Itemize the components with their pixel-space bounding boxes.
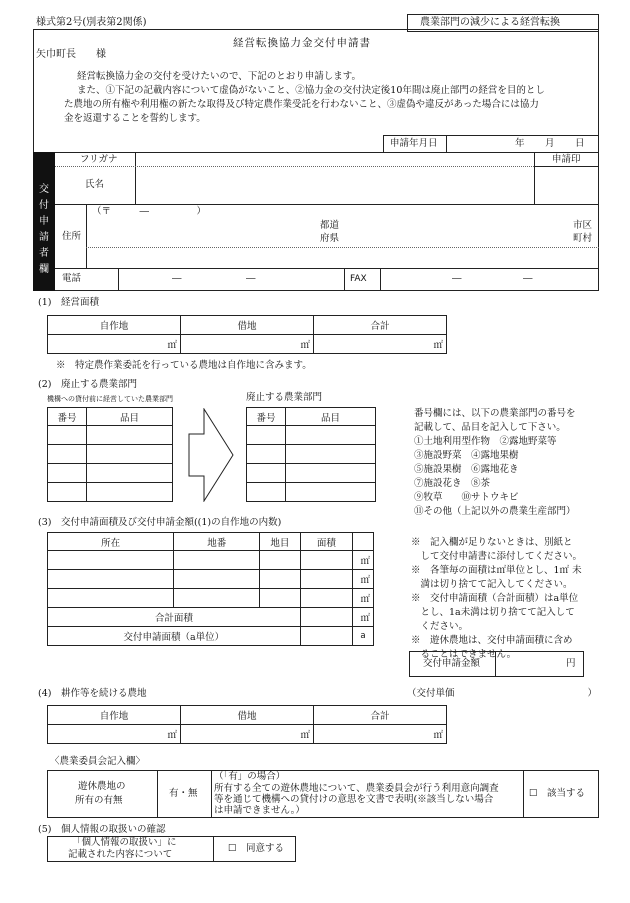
committee-heading: 〈農業委員会記入欄〉 — [50, 756, 146, 767]
section1-note: ※ 特定農作業委託を行っている農地は自作地に含みます。 — [56, 360, 312, 371]
management-area-table — [47, 315, 447, 354]
idle-land-label-a: 遊休農地の — [78, 781, 126, 792]
continuing-leased-value[interactable]: ㎡ — [181, 725, 314, 744]
committee-detail-1: （「有」の場合） — [214, 771, 286, 782]
prev-no-1[interactable] — [48, 426, 87, 445]
arrow-right-icon — [188, 408, 234, 502]
abolished-no-4[interactable] — [247, 483, 286, 502]
prefecture-label-a: 都道 — [320, 220, 340, 231]
idle-land-label-b: 所有の有無 — [75, 795, 123, 806]
parcel-area-3[interactable] — [300, 589, 352, 608]
abolished-item-2[interactable] — [286, 445, 376, 464]
prev-item-1[interactable] — [87, 426, 173, 445]
continuing-total-value[interactable]: ㎡ — [314, 725, 447, 744]
applied-area-value[interactable] — [300, 627, 352, 646]
application-date-label: 申請年月日 — [390, 138, 438, 149]
parcel-lot-1[interactable] — [174, 551, 260, 570]
abolished-item-1[interactable] — [286, 426, 376, 445]
postal-code[interactable]: （〒 ― ） — [92, 206, 207, 217]
agree-checkbox[interactable]: ☐ 同意する — [228, 843, 285, 854]
city-label-a: 市区 — [573, 220, 593, 231]
intro-paragraph-1: 経営転換協力金の交付を受けたいので、下記のとおり申請します。 — [77, 71, 362, 82]
phone-label: 電話 — [62, 273, 82, 284]
intro-paragraph-2c: 金を返還することを誓約します。 — [64, 113, 206, 124]
owned-land-value[interactable]: ㎡ — [48, 335, 181, 354]
abolished-no-1[interactable] — [247, 426, 286, 445]
amount-field[interactable] — [496, 652, 576, 676]
seal-label: 申請印 — [552, 154, 581, 165]
privacy-label-a: 「個人情報の取扱い」に — [72, 837, 177, 848]
section3-heading: (3) 交付申請面積及び交付申請金額((1)の自作地の内数) — [38, 517, 282, 528]
unit-rate[interactable]: （交付単価 ） — [407, 688, 598, 699]
col-leased-land: 借地 — [181, 316, 314, 335]
application-date-day[interactable]: 日 — [575, 138, 585, 149]
document-title: 経営転換協力金交付申請書 — [233, 37, 371, 49]
name-label: 氏名 — [85, 179, 105, 190]
city-label-b: 町村 — [573, 233, 593, 244]
section4-heading: (4) 耕作等を続ける農地 — [38, 688, 147, 699]
abolished-no-3[interactable] — [247, 464, 286, 483]
parcel-category-3[interactable] — [260, 589, 301, 608]
parcel-area-1[interactable] — [300, 551, 352, 570]
applied-area-label: 交付申請面積（a単位） — [48, 627, 301, 646]
col-total: 合計 — [314, 316, 447, 335]
privacy-label-b: 記載された内容について — [68, 849, 173, 860]
section5-heading: (5) 個人情報の取扱いの確認 — [38, 824, 166, 835]
parcel-location-2[interactable] — [48, 570, 174, 589]
phone-dash-1: ― — [172, 273, 182, 284]
fax-label: FAX — [350, 274, 367, 284]
committee-detail-2: 所有する全ての遊休農地について、農業委員会が行う利用意向調査 — [214, 783, 499, 794]
total-value[interactable]: ㎡ — [314, 335, 447, 354]
applicant-side-band: 交 付 申 請 者 欄 — [33, 152, 55, 291]
intro-paragraph-2a: また、①下記の記載内容について虚偽がないこと、②協力金の交付決定後10年間は廃止部門の経営を目的とし — [77, 85, 545, 96]
parcel-category-2[interactable] — [260, 570, 301, 589]
form-number: 様式第2号(別表第2関係) — [36, 17, 147, 28]
abolished-sectors-table: 番号 品目 — [246, 407, 376, 502]
address-label: 住所 — [62, 231, 82, 242]
idle-land-option[interactable]: 有・無 — [169, 788, 198, 799]
total-area-value[interactable] — [300, 608, 352, 627]
abolished-no-2[interactable] — [247, 445, 286, 464]
leased-land-value[interactable]: ㎡ — [181, 335, 314, 354]
parcel-category-1[interactable] — [260, 551, 301, 570]
committee-detail-3: 等を通じて機構への貸付けの意思を文書で表明(※該当しない場合 — [214, 794, 494, 805]
name-field[interactable] — [136, 167, 533, 203]
amount-label: 交付申請金額 — [423, 658, 481, 669]
committee-detail-4: は申請できません。） — [214, 805, 305, 816]
parcel-area-2[interactable] — [300, 570, 352, 589]
furigana-label: フリガナ — [80, 154, 118, 165]
application-frame — [33, 29, 599, 291]
prefecture-label-b: 府県 — [320, 233, 340, 244]
col-owned-land: 自作地 — [48, 316, 181, 335]
abolished-item-3[interactable] — [286, 464, 376, 483]
parcel-location-3[interactable] — [48, 589, 174, 608]
section2-heading: (2) 廃止する農業部門 — [38, 379, 137, 390]
prev-no-4[interactable] — [48, 483, 87, 502]
parcel-lot-2[interactable] — [174, 570, 260, 589]
intro-paragraph-2b: た農地の所有権や利用権の新たな取得及び特定農作業受託を行わないこと、③虚偽や違反があった場合には協力 — [64, 99, 539, 110]
application-date-year[interactable]: 年 — [515, 138, 525, 149]
parcel-lot-3[interactable] — [174, 589, 260, 608]
prev-item-2[interactable] — [87, 445, 173, 464]
addressee: 矢巾町長 様 — [36, 49, 106, 60]
parcel-location-1[interactable] — [48, 551, 174, 570]
application-date-month[interactable]: 月 — [545, 138, 555, 149]
section1-heading: (1) 経営面積 — [38, 297, 99, 308]
continuing-owned-value[interactable]: ㎡ — [48, 725, 181, 744]
continuing-land-table: 自作地 借地 合計 ㎡ ㎡ ㎡ — [47, 705, 447, 744]
application-area-table: 所在 地番 地目 面積 ㎡ ㎡ ㎡ 合計面積 ㎡ 交付申請面積（a単位） a — [47, 532, 374, 646]
prev-no-2[interactable] — [48, 445, 87, 464]
prev-item-4[interactable] — [87, 483, 173, 502]
abolished-item-4[interactable] — [286, 483, 376, 502]
phone-dash-2: ― — [246, 273, 256, 284]
prev-no-3[interactable] — [48, 464, 87, 483]
section2-left-caption: 機構への貸付前に経営していた農業部門 — [47, 395, 173, 403]
fax-dash-1: ― — [452, 273, 462, 284]
fax-dash-2: ― — [523, 273, 533, 284]
category-label: 農業部門の減少による経営転換 — [420, 17, 560, 28]
section2-right-caption: 廃止する農業部門 — [246, 392, 323, 403]
applicable-checkbox[interactable]: ☐ 該当する — [529, 788, 586, 799]
total-area-label: 合計面積 — [48, 608, 301, 627]
amount-unit: 円 — [566, 658, 576, 669]
prev-item-3[interactable] — [87, 464, 173, 483]
previous-sectors-table: 番号 品目 — [47, 407, 173, 502]
seal-field[interactable] — [535, 167, 598, 203]
